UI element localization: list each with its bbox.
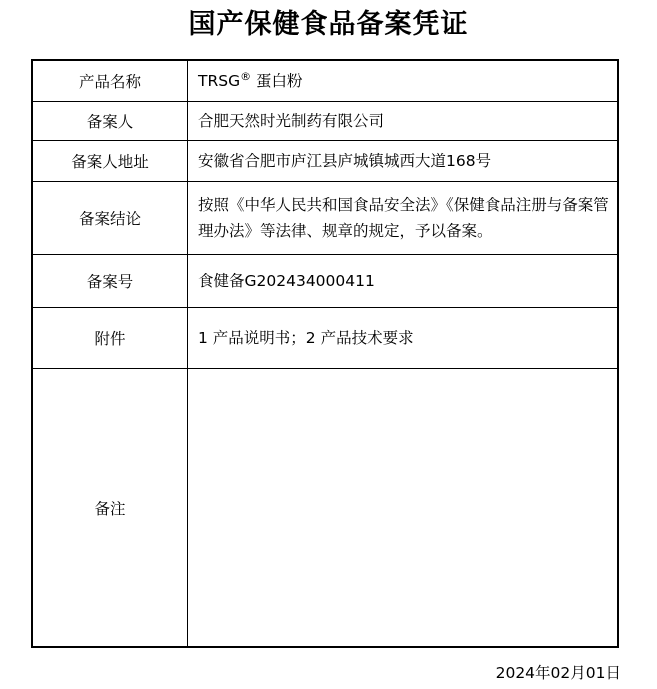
row-record-number (32, 255, 618, 308)
row-product-name (32, 60, 618, 102)
conclusion-value: 按照《中华人民共和国食品安全法》《保健食品注册与备案管理办法》等法律、规章的规定，予以备案。 (188, 182, 619, 255)
row-holder (32, 102, 618, 141)
row-remarks (32, 369, 618, 648)
record-number-label: 备案号 (32, 255, 188, 308)
address-value: 安徽省合肥市庐江县庐城镇城西大道168号 (188, 141, 619, 182)
record-number-value: 食健备G202434000411 (188, 255, 619, 308)
holder-label: 备案人 (32, 102, 188, 141)
row-attachment (32, 308, 618, 369)
holder-value: 合肥天然时光制药有限公司 (188, 102, 619, 141)
registered-mark: ® (240, 69, 252, 83)
product-name-label: 产品名称 (32, 60, 188, 102)
product-name-value (188, 60, 619, 102)
attachment-value: 1 产品说明书；2 产品技术要求 (188, 308, 619, 369)
remarks-value (188, 369, 619, 648)
row-address (32, 141, 618, 182)
product-name-text: 蛋白粉 (251, 72, 303, 90)
issue-date: 2024年02月01日 (495, 664, 621, 682)
attachment-label: 附件 (32, 308, 188, 369)
row-conclusion (32, 182, 618, 255)
conclusion-label: 备案结论 (32, 182, 188, 255)
record-table (31, 59, 619, 648)
product-brand: TRSG (198, 72, 241, 90)
document-title: 国产保健食品备案凭证 (188, 9, 469, 40)
address-label: 备案人地址 (32, 141, 188, 182)
remarks-label: 备注 (32, 369, 188, 648)
